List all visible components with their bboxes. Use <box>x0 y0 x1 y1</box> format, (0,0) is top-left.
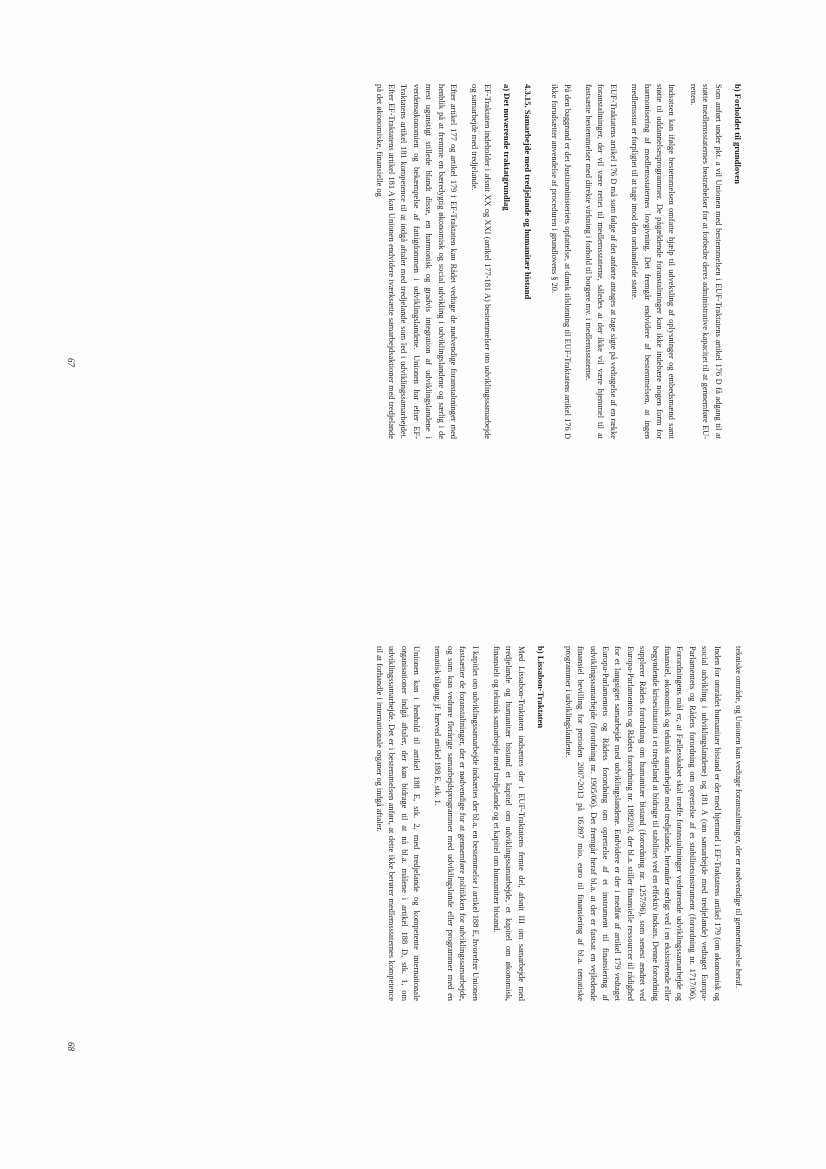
heading-lissabon-traktaten: b) Lissabon-Traktaten <box>536 646 547 729</box>
heading-forholdet-til-grundloven: b) Forholdet til grundloven <box>733 84 743 185</box>
paragraph: Inden for området humanitær bistand er der med hjemmel i EF-Traktatens artikel 179 (om økonomisk og social udvikling i udviklingslandene) og 181 A (om samarbejde med tredjelande) vedtaget Europa-Parlamentets og Rådets forordning om oprettelse af et stabilitetsinstrument (forordning nr. 1717/06). Forordningens mål er, at Fællesskabet skal træffe foranstaltninger vedrørende udviklingssamarbejde og finansiel, økonomisk og teknisk samarbejde med tredjelande, herunder særligt ved i en eksisterende eller begyndende krisesituation i et tredjeland at bidrage til stabilitet ved en effektiv indsats. Denne forordning supplerer Rådets forordning om humanitær bistand (forordning nr. 1257/96), som senest ændret ved Europa-Parlamentets og Rådets forordning nr. 1882/03, der bl.a. stiller finansielle ressourcer til rådighed for et langsigtet samarbejde med udviklingslandene. Endvidere er der i medfør af artikel 179 vedtaget Europa-Parlamentets og Rådets forordning om oprettelse af et instrument til finansiering af udviklingssamarbejde (forordning nr. 1905/06). Det fremgår heraf bl.a. at der er fastsat en vejledende finansiel bevilling for perioden 2007-2013 på 16.897 mio. euro til finansiering af bl.a. tematiske programmer i udviklingslandene. <box>563 646 722 1001</box>
paragraph: Unionen kan i henhold til artikel 188 E, stk. 2, med tredjelande og kompetente internationale organisationer indgå aftaler, der kan bidrage til at nå bl.a. målene i artikel 188 D, stk. 1, om udviklingssamarbejde. Det er i bestemmelsen anført, at dette ikke berører medlemsstaternes kompetence til at forhandle i internationale organer og indgå aftaler. <box>374 646 422 1001</box>
heading-det-nuvaerende-traktatgrundlag: a) Det nuværende traktatgrundlag <box>502 84 513 211</box>
paragraph: Indsatsen kan ifølge bestemmelsen omfatte hjælp til udveksling af oplysninger og embedsmænd samt støtte til uddannelsesprogrammer. De pågældende foranstaltninger kan ikke indebære nogen form for harmonisering af medlemsstaternes lovgivning. Det fremgår endvidere af bestemmelsen, at ingen medlemsstat er forpligtet til at tage imod den omhandlede støtte. <box>630 84 677 439</box>
paragraph: På den baggrund er det Justitsministeriets opfattelse, at dansk tilslutning til EUF-Traktatens artikel 176 D ikke forudsætter anvendelse af proceduren i grundlovens § 20. <box>550 84 572 439</box>
paragraph: Med Lissabon-Traktaten indsættes der i EUF-Traktatens femte del, afsnit III om samarbejde med tredjelande og humanitær bistand et kapitel om udviklingssamarbejde, et kapitel om økonomisk, finansielt og teknisk samarbejde med tredjelande og et kapitel om humanitær bistand. <box>492 646 526 1001</box>
paragraph: EF-Traktaten indeholder i afsnit XX og XXI (artikel 177-181 A) bestemmelser om udviklingssamarbejde og samarbejde med tredjelande. <box>470 84 492 439</box>
right-page-column <box>363 646 744 1001</box>
paragraph: Efter artikel 177 og artikel 179 i EF-Traktaten kan Rådet vedtage de nødvendige foranstaltninger med henblik på at fremme en bæredygtig økonomisk og social udvikling i udviklingslandene og særlig i de mest ugunstigt stillede blandt disse, en harmonisk og gradvis integration af udviklingslandene i verdensøkonomien og bekæmpelse af fattigdommen i udviklingslandene. Unionen har efter EF-Traktatens artikel 181 kompetence til at indgå aftaler med tredjelande som led i udviklingssamarbejdet. Efter EF-Traktatens artikel 181 A kan Unionen endvidere iværksætte samarbejdsaktioner med tredjelande på det økonomiske, finansielle og <box>374 84 459 439</box>
paragraph: EUF-Traktatens artikel 176 D må som følge af det anførte antages at tage sigte på vedtagelse af en række foranstaltninger, der vil være rettet til medlemsstaterne, således at der ikke vil være hjemmel til at fastsætte bestemmelser med direkte virkning i forhold til borgere mv. i medlemsstaterne. <box>583 84 618 439</box>
page-number-left: 67 <box>66 358 76 367</box>
left-page-column <box>363 84 744 439</box>
page-number-right: 68 <box>66 1042 76 1051</box>
paragraph: tekniske område, og Unionen kan vedtage foranstaltninger, der er nødvendige til gennemførelse heraf. <box>734 646 743 989</box>
section-heading-4-3-15: 4.3.15. Samarbejde med tredjelande og humanitær bistand <box>522 84 533 300</box>
paragraph: I kapitlet om udviklingssamarbejde indsættes der bl.a. en bestemmelse i artikel 188 E, hvorefter Unionen fastsætter de foranstaltninger, der er nødvendige for at gennemføre politikken for udviklingssamarbejde, og som kan vedrøre flerårige samarbejdsprogrammer med udviklingslande eller programmer med en tematisk tilgang, jf. herved artikel 188 E, stk. 1. <box>433 646 480 1001</box>
paragraph: Som anført under pkt. a vil Unionen med bestemmelsen i EUF-Traktatens artikel 176 D få adgang til at støtte medlemsstaternes bestræbelser for at forbedre deres administrative kapacitet til at gennemføre EU-retten. <box>688 84 723 439</box>
